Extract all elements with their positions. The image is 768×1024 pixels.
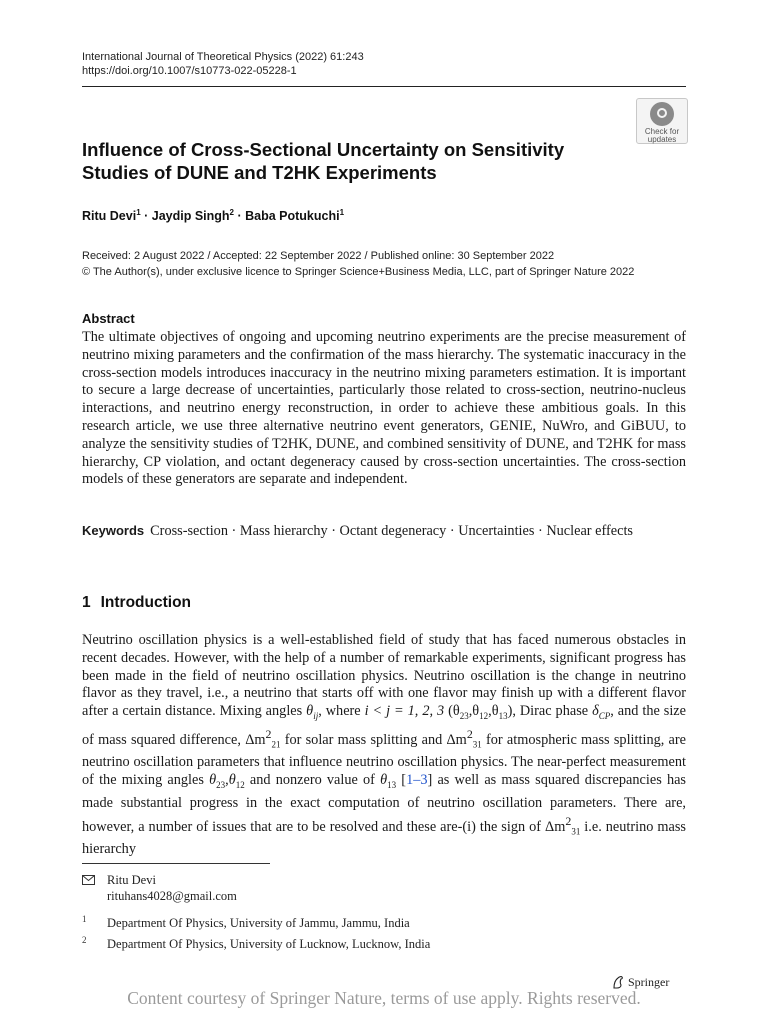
abstract-heading: Abstract — [82, 311, 135, 326]
envelope-icon — [82, 875, 95, 885]
introduction-paragraph: Neutrino oscillation physics is a well-established field of study that has faced numerous obstacles in recent decades. However, with the help of a number of remarkable experiments, significant progress has been made in the field of neutrino oscillation physics. Neutrino oscillation is the change in neutrino flavor as they travel, i.e., a neutrino that starts off with one flavor may finish up with a different flavor after a certain distance. Mixing angles $\theta_{ij}$, where i < j = 1, 2, 3 $(\theta_{23},\theta_{12},\theta_{13})$, Dirac phase $\delta_{CP}$, and the size of mass squared difference, $\Delta m^2_{21}$ for solar mass splitting and $\Delta m^2_{31}$ for atmospheric mass splitting, are neutrino oscillation parameters that influence neutrino oscillation physics. The near-perfect measurement of the mixing angles $\theta_{23},\theta_{12}$ and nonzero value of $\theta_{13}$ [1–3] as well as mass squared discrepancies has made substantial progress in the exact computation of neutrino oscillation parameters. There are, however, a number of issues that are to be resolved and these are-(i) the sign of $\Delta m^2_{31}$ i.e. neutrino mass hierarchy — [82, 632, 687, 857]
section-title: Introduction — [100, 594, 192, 611]
article-title: Influence of Cross-Sectional Uncertainty on Sensitivity Studies of DUNE and T2HK Experiments — [82, 139, 565, 183]
history-dates: Received: 2 August 2022 / Accepted: 22 September 2022 / Published online: 30 September 2022 — [82, 250, 555, 262]
check-for-updates-badge[interactable] — [636, 98, 688, 144]
check-updates-icon — [650, 102, 674, 126]
footnote-rule — [82, 863, 270, 864]
corresponding-email[interactable]: rituhans4028@gmail.com — [107, 889, 237, 903]
affiliation-number: 2 — [82, 935, 87, 945]
keywords-list: Cross-section · Mass hierarchy · Octant degeneracy · Uncertainties · Nuclear effects — [150, 523, 633, 539]
corresponding-author — [107, 872, 237, 904]
affiliation-2: Department Of Physics, University of Lucknow, Lucknow, India — [107, 937, 431, 951]
affiliation-1: Department Of Physics, University of Jammu, Jammu, India — [107, 916, 410, 930]
corresponding-name: Ritu Devi — [107, 873, 156, 887]
author-name[interactable]: Jaydip Singh — [151, 209, 230, 224]
publisher-logo-text: Springer — [628, 975, 670, 989]
badge-label: Check for updates — [644, 127, 680, 144]
journal-citation: International Journal of Theoretical Physics (2022) 61:243 — [82, 51, 364, 63]
copyright-line: © The Author(s), under exclusive licence to Springer Science+Business Media, LLC, part of Springer Nature 2022 — [82, 266, 635, 278]
header-rule — [82, 86, 686, 87]
author-separator: · — [234, 209, 246, 224]
abstract-text: The ultimate objectives of ongoing and upcoming neutrino experiments are the precise measurement of neutrino mixing parameters and the confirmation of the mass hierarchy. The systematic inaccuracy in the cross-section models introduces inaccuracy in the neutrino mixing parameters estimation. It is important to secure a large decrease of uncertainties, particularly those related to cross-section, neutrino-nucleus interactions, and neutrino energy reconstruction, in order to achieve these ambitious goals. In this research article, we use three alternative neutrino event generators, GENIE, NuWro, and GiBUU, to analyze the sensitivity studies of T2HK, DUNE, and combined sensitivity of DUNE, and T2HK for mass hierarchy, CP violation, and octant degeneracy caused by cross-section uncertainties. The cross-section models of these generators are separate and independent. — [82, 329, 686, 488]
citation-link[interactable]: 1–3 — [406, 772, 428, 789]
doi-link[interactable]: https://doi.org/10.1007/s10773-022-05228-1 — [82, 65, 297, 77]
author-affiliation-mark: 1 — [136, 208, 141, 217]
author-affiliation-mark: 1 — [339, 208, 345, 217]
author-name[interactable]: Baba Potukuchi — [245, 209, 340, 224]
author-affiliation-mark: 2 — [229, 208, 234, 217]
author-separator: · — [140, 209, 152, 224]
journal-header — [82, 50, 364, 78]
keywords-label: Keywords — [82, 523, 145, 538]
courtesy-watermark: Content courtesy of Springer Nature, terms of use apply. Rights reserved. — [127, 988, 641, 1008]
author-list — [82, 208, 344, 223]
section-number: 1 — [82, 594, 91, 611]
publication-dates — [82, 248, 702, 280]
affiliation-number: 1 — [82, 914, 87, 924]
keywords — [82, 522, 686, 541]
section-heading — [82, 594, 191, 612]
springer-horse-icon — [611, 975, 625, 989]
author-name[interactable]: Ritu Devi — [82, 209, 137, 224]
